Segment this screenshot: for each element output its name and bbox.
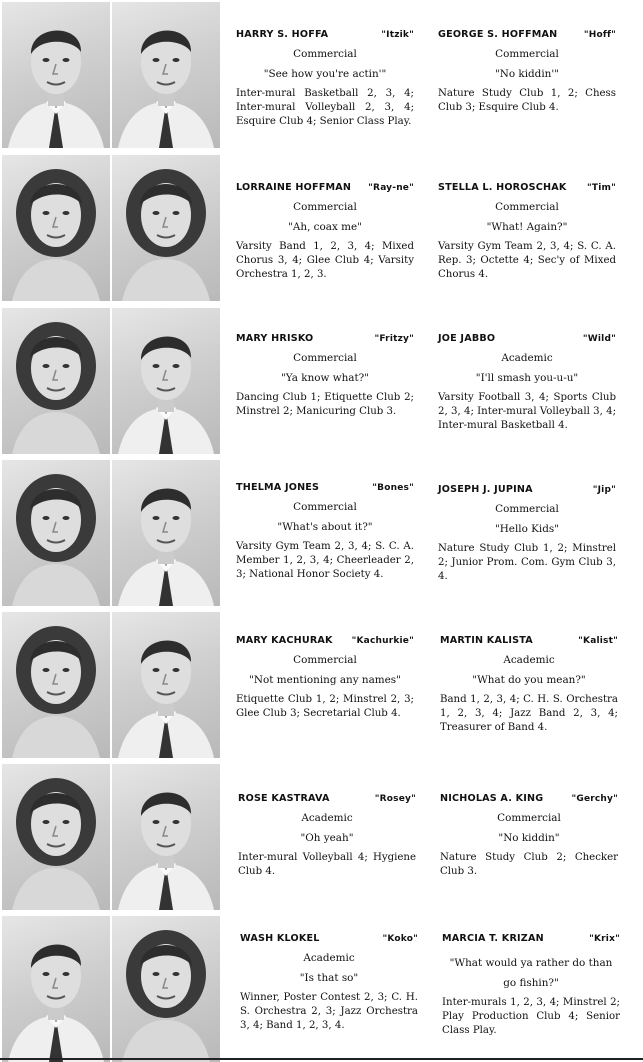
student-course: Academic	[301, 812, 353, 824]
student-activities: Inter-mural Volleyball 4; Hygiene Club 4.	[238, 852, 416, 877]
student-activities: Varsity Gym Team 2, 3, 4; S. C. A. Member 1, 2, 3, 4; Cheerleader 2, 3; National Honor Society 4.	[236, 541, 414, 580]
senior-entry	[240, 933, 418, 1033]
student-quote: "I'll smash you-u-u"	[475, 372, 579, 384]
student-activities: Band 1, 2, 3, 4; C. H. S. Orchestra 1, 2, 3, 4; Jazz Band 2, 3, 4; Treasurer of Band 4.	[440, 694, 618, 733]
senior-entry	[438, 182, 616, 282]
student-quote: "No kiddin'"	[494, 68, 559, 80]
student-quote: "What do you mean?"	[472, 674, 586, 686]
student-nickname: "Krix"	[589, 934, 620, 944]
student-activities: Varsity Gym Team 2, 3, 4; S. C. A. Rep. 3; Octette 4; Sec'y of Mixed Chorus 4.	[438, 241, 616, 280]
student-activities: Varsity Football 3, 4; Sports Club 2, 3, 4; Inter-mural Volleyball 3, 4; Inter-mural Basketball 4.	[438, 392, 616, 431]
student-name: MARY KACHURAK	[236, 635, 333, 646]
senior-entry	[442, 933, 620, 1038]
student-nickname: "Kachurkie"	[351, 636, 414, 646]
student-course: Commercial	[293, 352, 357, 364]
student-name: STELLA L. HOROSCHAK	[438, 182, 567, 193]
student-name: MARCIA T. KRIZAN	[442, 933, 544, 944]
student-activities: Inter-mural Basketball 2, 3, 4; Inter-mural Volleyball 2, 3, 4; Esquire Club 4; Senior Class Play.	[236, 88, 414, 127]
student-name: JOE JABBO	[438, 333, 496, 344]
student-activities: Nature Study Club 2; Checker Club 3.	[440, 852, 618, 877]
senior-entry	[238, 793, 416, 879]
senior-entry	[438, 484, 616, 584]
student-quote: "No kiddin"	[498, 832, 560, 844]
student-course: Commercial	[495, 503, 559, 515]
student-activities: Winner, Poster Contest 2, 3; C. H. S. Orchestra 2, 3; Jazz Orchestra 3, 4; Band 1, 2, 3, 4.	[240, 992, 418, 1031]
senior-entry	[236, 29, 414, 129]
student-name: JOSEPH J. JUPINA	[438, 484, 533, 495]
student-activities: Varsity Band 1, 2, 3, 4; Mixed Chorus 3, 4; Glee Club 4; Varsity Orchestra 1, 2, 3.	[236, 241, 414, 280]
student-quote: "Hello Kids"	[494, 523, 560, 535]
senior-entry	[438, 29, 616, 115]
senior-entry	[236, 635, 414, 721]
student-nickname: "Gerchy"	[571, 794, 618, 804]
senior-entry	[440, 635, 618, 735]
student-name: WASH KLOKEL	[240, 933, 320, 944]
senior-entry	[236, 333, 414, 419]
student-name: GEORGE S. HOFFMAN	[438, 29, 558, 40]
senior-entry	[440, 793, 618, 879]
student-activities: Dancing Club 1; Etiquette Club 2; Minstrel 2; Manicuring Club 3.	[236, 392, 414, 417]
student-nickname: "Wild"	[582, 334, 616, 344]
student-course: Academic	[501, 352, 553, 364]
student-activities: Inter-murals 1, 2, 3, 4; Minstrel 2; Play Production Club 4; Senior Class Play.	[442, 997, 620, 1036]
student-activities: Nature Study Club 1, 2; Chess Club 3; Esquire Club 4.	[438, 88, 616, 113]
student-course: Commercial	[495, 48, 559, 60]
student-name: HARRY S. HOFFA	[236, 29, 329, 40]
student-nickname: "Kalist"	[578, 636, 618, 646]
student-nickname: "Tim"	[587, 183, 616, 193]
student-quote: "Not mentioning any names"	[249, 674, 401, 686]
student-nickname: "Koko"	[382, 934, 418, 944]
student-course: Commercial	[293, 201, 357, 213]
student-nickname: "Fritzy"	[374, 334, 414, 344]
student-activities: Nature Study Club 1, 2; Minstrel 2; Junior Prom. Com. Gym Club 3, 4.	[438, 543, 616, 582]
student-nickname: "Hoff"	[583, 30, 616, 40]
student-quote: "What would ya rather do than go fishin?"	[449, 957, 613, 989]
student-quote: "See how you're actin'"	[263, 68, 387, 80]
student-course: Academic	[503, 654, 555, 666]
student-course: Academic	[303, 952, 355, 964]
student-name: MARTIN KALISTA	[440, 635, 533, 646]
student-quote: "What! Again?"	[486, 221, 568, 233]
senior-entry	[236, 482, 414, 582]
student-name: ROSE KASTRAVA	[238, 793, 330, 804]
student-course: Commercial	[293, 654, 357, 666]
student-quote: "What's about it?"	[277, 521, 373, 533]
senior-entry	[438, 333, 616, 433]
student-course: Commercial	[495, 201, 559, 213]
student-name: MARY HRISKO	[236, 333, 314, 344]
student-activities: Etiquette Club 1, 2; Minstrel 2, 3; Glee Club 3; Secretarial Club 4.	[236, 694, 414, 719]
student-quote: "Ya know what?"	[280, 372, 370, 384]
student-quote: "Is that so"	[299, 972, 359, 984]
student-nickname: "Ray-ne"	[368, 183, 414, 193]
senior-entry	[236, 182, 414, 282]
student-course: Commercial	[293, 501, 357, 513]
student-name: THELMA JONES	[236, 482, 320, 493]
student-quote: "Oh yeah"	[300, 832, 354, 844]
student-nickname: "Jip"	[592, 485, 616, 495]
student-name: LORRAINE HOFFMAN	[236, 182, 352, 193]
page-bottom-rule	[0, 1058, 643, 1060]
student-quote: "Ah, coax me"	[288, 221, 362, 233]
student-nickname: "Bones"	[372, 483, 414, 493]
student-name: NICHOLAS A. KING	[440, 793, 544, 804]
student-nickname: "Itzik"	[381, 30, 414, 40]
student-nickname: "Rosey"	[374, 794, 416, 804]
student-course: Commercial	[293, 48, 357, 60]
student-course: Commercial	[497, 812, 561, 824]
